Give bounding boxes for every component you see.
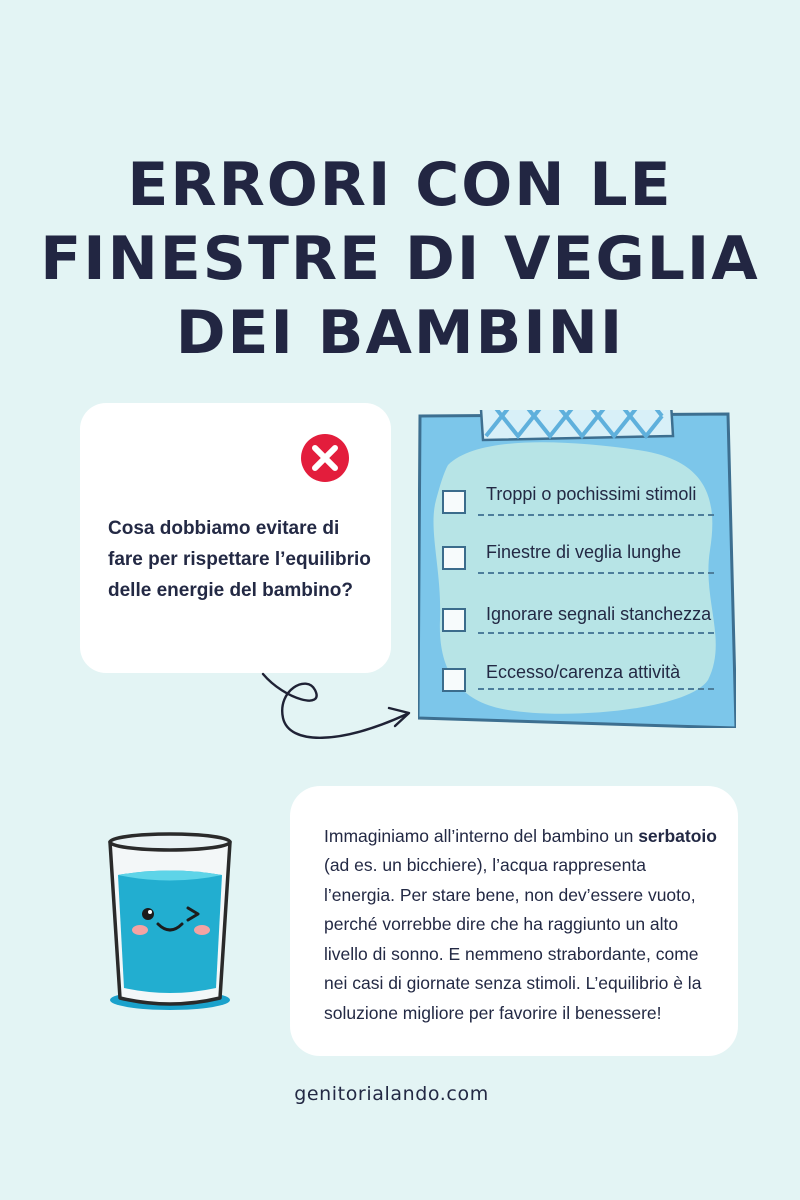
curly-arrow-icon [255, 660, 420, 770]
footer-site: genitorialando.com [294, 1083, 489, 1105]
checklist-note [418, 410, 736, 728]
checkbox[interactable] [442, 490, 466, 514]
checklist-item-label: Troppi o pochissimi stimoli [486, 484, 697, 504]
explanation-part-1: Immaginiamo all’interno del bambino un [324, 825, 639, 846]
dashed-divider [478, 632, 714, 634]
question-text: Cosa dobbiamo evitare di fare per rispettare l’equilibrio delle energie del bambino? [108, 518, 371, 601]
title-line-1: ERRORI CON LE [127, 150, 673, 220]
checklist-item-label: Ignorare segnali stanchezza [486, 604, 712, 624]
checkbox[interactable] [442, 608, 466, 632]
checklist-item[interactable] [418, 482, 736, 522]
question-card [80, 403, 391, 673]
close-x-icon [300, 433, 350, 483]
page-title [0, 148, 800, 370]
checkbox[interactable] [442, 546, 466, 570]
checklist-item[interactable] [418, 662, 736, 702]
explanation-part-2: (ad es. un bicchiere), l’acqua rappresenta l’energia. Per stare bene, non dev’essere vuoto, perché vorrebbe dire che ha raggiunto un alto livello di sonno. E nemmeno strabordante, come nei casi di giornate senza stimoli. L’equilibrio è la soluzione migliore per favorire il benessere! [324, 855, 702, 1024]
dashed-divider [478, 572, 714, 574]
checklist-item-label: Finestre di veglia lunghe [486, 542, 682, 562]
explanation-card [290, 786, 738, 1056]
explanation-bold: serbatoio [638, 825, 717, 846]
checklist-item[interactable] [418, 540, 736, 580]
dashed-divider [478, 514, 714, 516]
dashed-divider [478, 688, 714, 690]
water-glass-icon [100, 820, 240, 1020]
title-line-3: DEI BAMBINI [175, 298, 625, 368]
title-line-2: FINESTRE DI VEGLIA [40, 224, 760, 294]
explanation-text [324, 822, 719, 1029]
checklist-item[interactable] [418, 602, 736, 642]
checklist-item-label: Eccesso/carenza attività [486, 662, 681, 682]
checkbox[interactable] [442, 668, 466, 692]
